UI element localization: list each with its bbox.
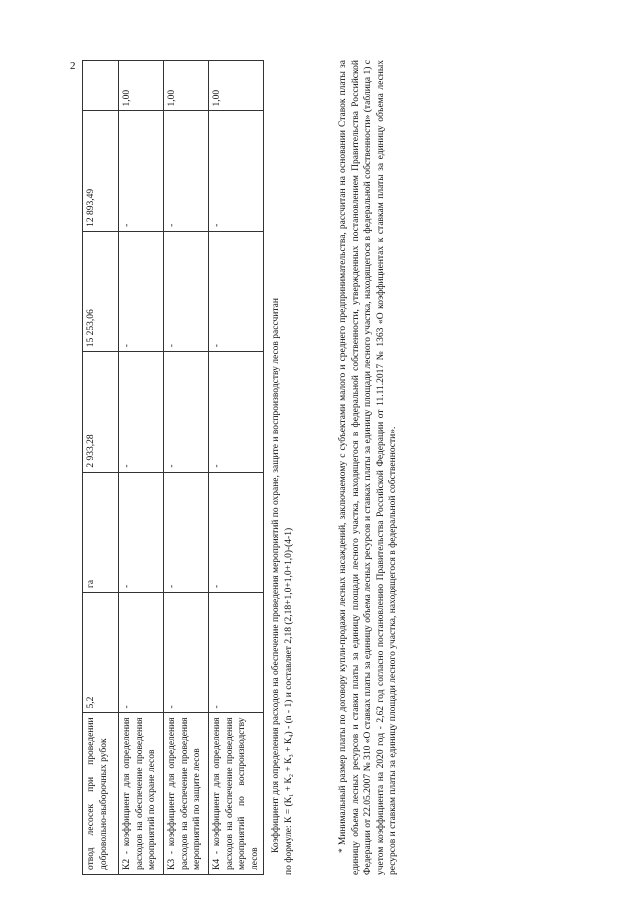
table-cell: - bbox=[164, 231, 209, 351]
row-label: отвод лесосек при проведении добровольно-выборочных рубок bbox=[83, 713, 119, 875]
footnote-text: * Минимальный размер платы по договору купли-продажи лесных насаждений, заключаемому с субъектами малого и среднего предпринимательства, рассчитан на основании Ставок платы за единицу объема лесных ресурсов и ставки платы за единицу площади лесного участка, находящегося в федеральной собственности, утвержденных постановлением Правительства Российской Федерации от 22.05.2007 № 310 «О ставках платы за единицу объема лесных ресурсов и ставках платы за единицу площади лесного участка, находящегося в федеральной собственности» (таблица 1) с учетом коэффициента на 2020 год - 2,62 год согласно постановлению Правительства Российской Федерации от 11.11.2017 № 1363 «О коэффициентах к ставкам платы за единицу объема лесных ресурсов и ставкам платы за единицу площади лесного участка, находящегося в федеральной собственности». bbox=[338, 60, 398, 875]
formula-line-2: по формуле: К = (К₁ + К₂ + К₃ + К₄) - (n - 1) и составляет 2,18 (2,18+1,0+1,0+1,0)-(4-1) bbox=[283, 527, 294, 875]
table-row bbox=[119, 61, 164, 875]
formula-line-1: Коэффициент для определения расходов на обеспечение проведения мероприятий по охране, защите и воспроизводству лесов рассчитан bbox=[271, 298, 281, 853]
table-cell: 1,00 bbox=[119, 61, 164, 111]
table-row bbox=[164, 61, 209, 875]
table-cell: 12 893,49 bbox=[83, 111, 119, 231]
table-cell: - bbox=[209, 111, 264, 231]
table-cell: - bbox=[164, 472, 209, 592]
table-cell: - bbox=[164, 352, 209, 472]
table-cell: - bbox=[119, 111, 164, 231]
table-cell: 1,00 bbox=[164, 61, 209, 111]
table-cell: 15 253,06 bbox=[83, 231, 119, 351]
table-cell: - bbox=[119, 352, 164, 472]
table-cell: - bbox=[119, 231, 164, 351]
table-cell: - bbox=[209, 593, 264, 713]
rates-table bbox=[82, 60, 264, 875]
table-row bbox=[209, 61, 264, 875]
coefficient-formula bbox=[270, 60, 295, 875]
table-cell: 2 933,28 bbox=[83, 352, 119, 472]
table-row bbox=[83, 61, 119, 875]
footnote bbox=[337, 60, 400, 875]
row-label: К4 - коэффициент для определения расходов на обеспечение проведения мероприятий по воспроизводству лесов bbox=[209, 713, 264, 875]
table-cell: 1,00 bbox=[209, 61, 264, 111]
page-number: 2 bbox=[70, 60, 76, 72]
table-cell: - bbox=[119, 593, 164, 713]
table-cell: - bbox=[164, 593, 209, 713]
table-cell: - bbox=[209, 352, 264, 472]
table-cell: - bbox=[119, 472, 164, 592]
table-cell: - bbox=[164, 111, 209, 231]
table-cell: - bbox=[209, 472, 264, 592]
table-cell: га bbox=[83, 472, 119, 592]
row-label: К2 - коэффициент для определения расходов на обеспечение проведения мероприятий по охране лесов bbox=[119, 713, 164, 875]
row-label: К3 - коэффициент для определения расходов на обеспечение проведения мероприятий по защите лесов bbox=[164, 713, 209, 875]
rotated-page-content bbox=[82, 55, 522, 875]
table-cell bbox=[83, 61, 119, 111]
table-cell: 5,2 bbox=[83, 593, 119, 713]
table-cell: - bbox=[209, 231, 264, 351]
